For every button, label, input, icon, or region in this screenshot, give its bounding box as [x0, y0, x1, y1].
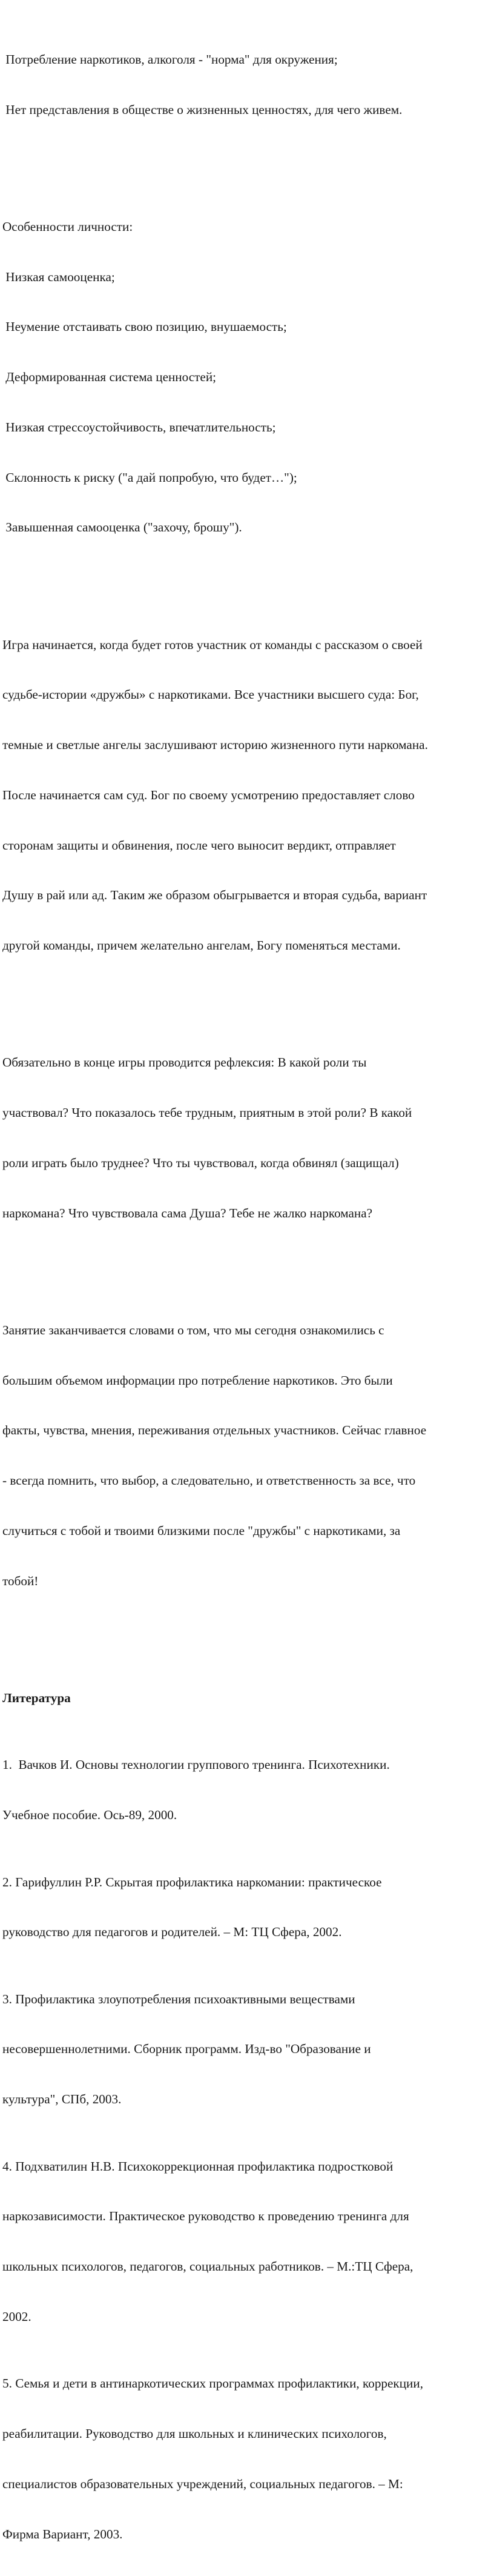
game-paragraph-line: другой команды, причем желательно ангелам, Богу поменяться местами. — [2, 938, 401, 953]
reflection-paragraph-line: Обязательно в конце игры проводится рефлексия: В какой роли ты — [2, 1055, 367, 1070]
game-paragraph-line: сторонам защиты и обвинения, после чего выносит вердикт, отправляет — [2, 837, 396, 853]
list-item: Низкая самооценка; — [2, 269, 115, 284]
reference-line: 2002. — [2, 2309, 31, 2324]
reflection-paragraph-line: участвовал? Что показалось тебе трудным, приятным в этой роли? В какой — [2, 1105, 412, 1120]
reference-line: специалистов образовательных учреждений, социальных педагогов. – М: — [2, 2476, 403, 2491]
reference-line: 5. Семья и дети в антинаркотических программах профилактики, коррекции, — [2, 2376, 424, 2391]
section-title: Особенности личности: — [2, 219, 133, 234]
literature-heading: Литература — [2, 1690, 71, 1705]
list-item: Деформированная система ценностей; — [2, 370, 217, 385]
paragraph-gap — [2, 988, 492, 1005]
document-page — [2, 1, 492, 2576]
paragraph-gap — [2, 1256, 492, 1273]
closing-paragraph-line: большим объемом информации про потребление наркотиков. Это были — [2, 1373, 393, 1388]
reference-line: школьных психологов, педагогов, социальных работников. – М.:ТЦ Сфера, — [2, 2259, 413, 2274]
reference-line: культура", СПб, 2003. — [2, 2092, 122, 2107]
reference-line: 1. Вачков И. Основы технологии группового тренинга. Психотехники. — [2, 1757, 390, 1772]
closing-paragraph-line: - всегда помнить, что выбор, а следовательно, и ответственность за все, что — [2, 1473, 416, 1488]
game-paragraph-line: Игра начинается, когда будет готов участник от команды с рассказом о своей — [2, 637, 423, 652]
paragraph-gap — [2, 570, 492, 587]
list-item: Склонность к риску ("а дай попробую, что будет…"); — [2, 470, 297, 485]
game-paragraph-line: судьбе-истории «дружбы» с наркотиками. Все участники высшего суда: Бог, — [2, 687, 419, 702]
closing-paragraph-line: факты, чувства, мнения, переживания отдельных участников. Сейчас главное — [2, 1423, 427, 1438]
reference-line: реабилитации. Руководство для школьных и клинических психологов, — [2, 2426, 387, 2441]
paragraph-gap — [2, 1623, 492, 1640]
reference-line: руководство для педагогов и родителей. – М: ТЦ Сфера, 2002. — [2, 1925, 342, 1940]
reference-line: несовершеннолетними. Сборник программ. Изд-во "Образование и — [2, 2042, 371, 2057]
reference-line: наркозависимости. Практическое руководство к проведению тренинга для — [2, 2209, 409, 2224]
reference-line: Учебное пособие. Ось-89, 2000. — [2, 1808, 177, 1823]
reference-line: Фирма Вариант, 2003. — [2, 2526, 123, 2541]
list-item: Завышенная самооценка ("захочу, брошу"). — [2, 520, 242, 535]
closing-paragraph-line: Занятие заканчивается словами о том, что мы сегодня ознакомились с — [2, 1322, 384, 1337]
list-item: Потребление наркотиков, алкоголя - "норма" для окружения; — [2, 52, 338, 67]
game-paragraph-line: темные и светлые ангелы заслушивают историю жизненного пути наркомана. — [2, 737, 428, 753]
list-item: Низкая стрессоустойчивость, впечатлительность; — [2, 419, 276, 434]
list-item: Нет представления в обществе о жизненных ценностях, для чего живем. — [2, 102, 403, 117]
reference-line: 2. Гарифуллин Р.Р. Скрытая профилактика наркомании: практическое — [2, 1874, 382, 1889]
list-item: Неумение отстаивать свою позицию, внушаемость; — [2, 319, 287, 334]
reflection-paragraph-line: наркомана? Что чувствовала сама Душа? Тебе не жалко наркомана? — [2, 1205, 373, 1220]
paragraph-gap — [2, 151, 492, 168]
game-paragraph-line: После начинается сам суд. Бог по своему усмотрению предоставляет слово — [2, 787, 415, 802]
reference-line: 4. Подхватилин Н.В. Психокоррекционная профилактика подростковой — [2, 2158, 394, 2174]
reference-line: 3. Профилактика злоупотребления психоактивными веществами — [2, 1991, 355, 2006]
reflection-paragraph-line: роли играть было труднее? Что ты чувствовал, когда обвинял (защищал) — [2, 1155, 399, 1170]
closing-paragraph-line: случиться с тобой и твоими близкими после "дружбы" с наркотиками, за — [2, 1523, 401, 1539]
game-paragraph-line: Душу в рай или ад. Таким же образом обыгрывается и вторая судьба, вариант — [2, 888, 427, 903]
closing-paragraph-line: тобой! — [2, 1573, 39, 1588]
